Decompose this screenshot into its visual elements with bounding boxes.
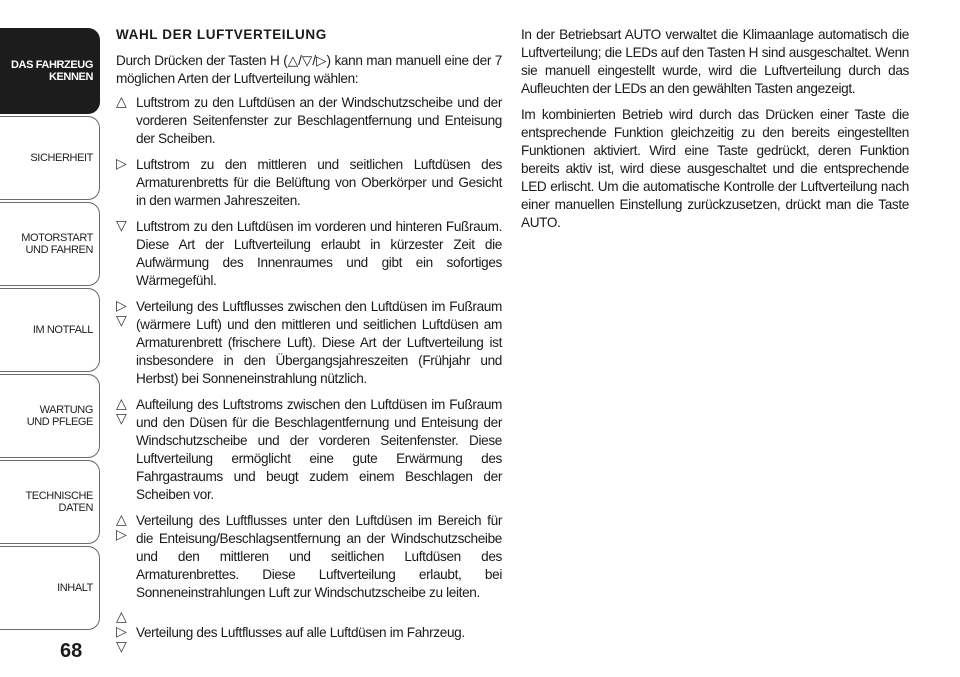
tab-label: INHALT	[57, 582, 93, 594]
list-item	[116, 298, 502, 388]
item-text: Verteilung des Luftflusses unter den Luftdüsen im Bereich für die Enteisung/Beschlagsentfernung an der Windschutzscheibe und den mittleren und seitlichen Luftdüsen des Armaturenbrettes. Diese Luftverteilung erlaubt, bei Sonneneinstrahlungen Luft zur Windschutzscheibe zu leiten.	[136, 513, 502, 600]
triangle-down-icon: ▽	[116, 639, 127, 655]
tab-wartung-und-pflege[interactable]	[0, 374, 100, 458]
list-item	[116, 512, 502, 602]
intro-text: Durch Drücken der Tasten H (△/▽/▷) kann man manuell eine der 7 möglichen Arten der Luftverteilung wählen:	[116, 53, 502, 86]
symbol-group	[116, 610, 130, 655]
triangle-down-icon: ▽	[116, 411, 127, 427]
triangle-right-icon: ▷	[116, 156, 127, 172]
tab-label: SICHERHEIT	[30, 152, 93, 164]
symbol-group	[116, 299, 130, 329]
triangle-up-icon: △	[116, 396, 127, 412]
triangle-up-icon: △	[116, 94, 127, 110]
list-item	[116, 396, 502, 504]
symbol-group	[116, 157, 130, 172]
item-text: Verteilung des Luftflusses auf alle Luftdüsen im Fahrzeug.	[136, 625, 465, 640]
tab-label: TECHNISCHE DATEN	[25, 490, 93, 514]
left-column	[116, 26, 502, 655]
tab-label: IM NOTFALL	[32, 324, 93, 336]
symbol-group	[116, 397, 130, 427]
tab-das-fahrzeug-kennen[interactable]	[0, 28, 100, 114]
paragraph: In der Betriebsart AUTO verwaltet die Klimaanlage automatisch die Luftverteilung; die LEDs auf den Tasten H sind ausgeschaltet. Wenn sie manuell eingestellt wurde, wird die Luftverteilung durch das Aufleuchten der LEDs an den gewählten Tasten angezeigt.	[521, 27, 909, 96]
triangle-down-icon: ▽	[116, 313, 127, 329]
page-number: 68	[60, 640, 83, 662]
list-item	[116, 218, 502, 290]
symbol-group	[116, 513, 130, 543]
list-item	[116, 156, 502, 210]
tab-technische-daten[interactable]	[0, 460, 100, 544]
item-text: Verteilung des Luftflusses zwischen den Luftdüsen im Fußraum (wärmere Luft) und den mittleren und seitlichen Luftdüsen am Armaturenbrett (frischere Luft). Diese Art der Luftverteilung ist insbesondere in den Übergangsjahreszeiten (Frühjahr und Herbst) bei Sonneneinstrahlung nützlich.	[136, 299, 502, 386]
triangle-down-icon: ▽	[116, 218, 127, 234]
item-text: Luftstrom zu den Luftdüsen an der Windschutzscheibe und der vorderen Seitenfenster zur Beschlagentfernung und Enteisung der Scheiben.	[136, 95, 502, 146]
triangle-up-icon: △	[116, 512, 127, 528]
symbol-group	[116, 95, 130, 110]
tab-im-notfall[interactable]	[0, 288, 100, 372]
tab-motorstart-und-fahren[interactable]	[0, 202, 100, 286]
tab-sicherheit[interactable]	[0, 116, 100, 200]
item-text: Luftstrom zu den Luftdüsen im vorderen und hinteren Fußraum. Diese Art der Luftverteilung erlaubt in kürzester Zeit die Aufwärmung des Innenraumes und gibt ein sofortiges Wärmegefühl.	[136, 219, 502, 288]
item-text: Aufteilung des Luftstroms zwischen den Luftdüsen im Fußraum und den Düsen für die Beschlagentfernung und Enteisung der Windschutzscheibe und der vorderen Seitenfenster. Diese Luftverteilung ermöglicht eine gute Erwärmung des Fahrgastraums und beugt zudem einem Beschlagen der Scheiben vor.	[136, 397, 502, 502]
tab-inhalt[interactable]	[0, 546, 100, 630]
symbol-group	[116, 219, 130, 234]
tab-label: DAS FAHRZEUG KENNEN	[11, 59, 93, 83]
tab-label: WARTUNG UND PFLEGE	[26, 404, 93, 428]
section-heading: WAHL DER LUFTVERTEILUNG	[116, 27, 327, 42]
list-item	[116, 94, 502, 148]
item-text: Luftstrom zu den mittleren und seitlichen Luftdüsen des Armaturenbretts für die Belüftung von Oberkörper und Gesicht in den warmen Jahreszeiten.	[136, 157, 502, 208]
triangle-up-icon: △	[116, 609, 127, 625]
tab-label: MOTORSTART UND FAHREN	[21, 232, 93, 256]
triangle-right-icon: ▷	[116, 527, 127, 543]
paragraph: Im kombinierten Betrieb wird durch das Drücken einer Taste die entsprechende Funktion gleichzeitig zu den bereits eingestellten Funktionen aktiviert. Wird eine Taste gedrückt, deren Funktion bereits aktiv ist, wird diese ausgeschaltet und die entsprechende LED erlischt. Um die automatische Kontrolle der Luftverteilung nach einer manuellen Einstellung zurückzusetzen, drückt man die Taste AUTO.	[521, 107, 909, 230]
triangle-right-icon: ▷	[116, 298, 127, 314]
list-item	[116, 609, 502, 655]
triangle-right-icon: ▷	[116, 624, 127, 640]
right-column	[521, 26, 909, 240]
